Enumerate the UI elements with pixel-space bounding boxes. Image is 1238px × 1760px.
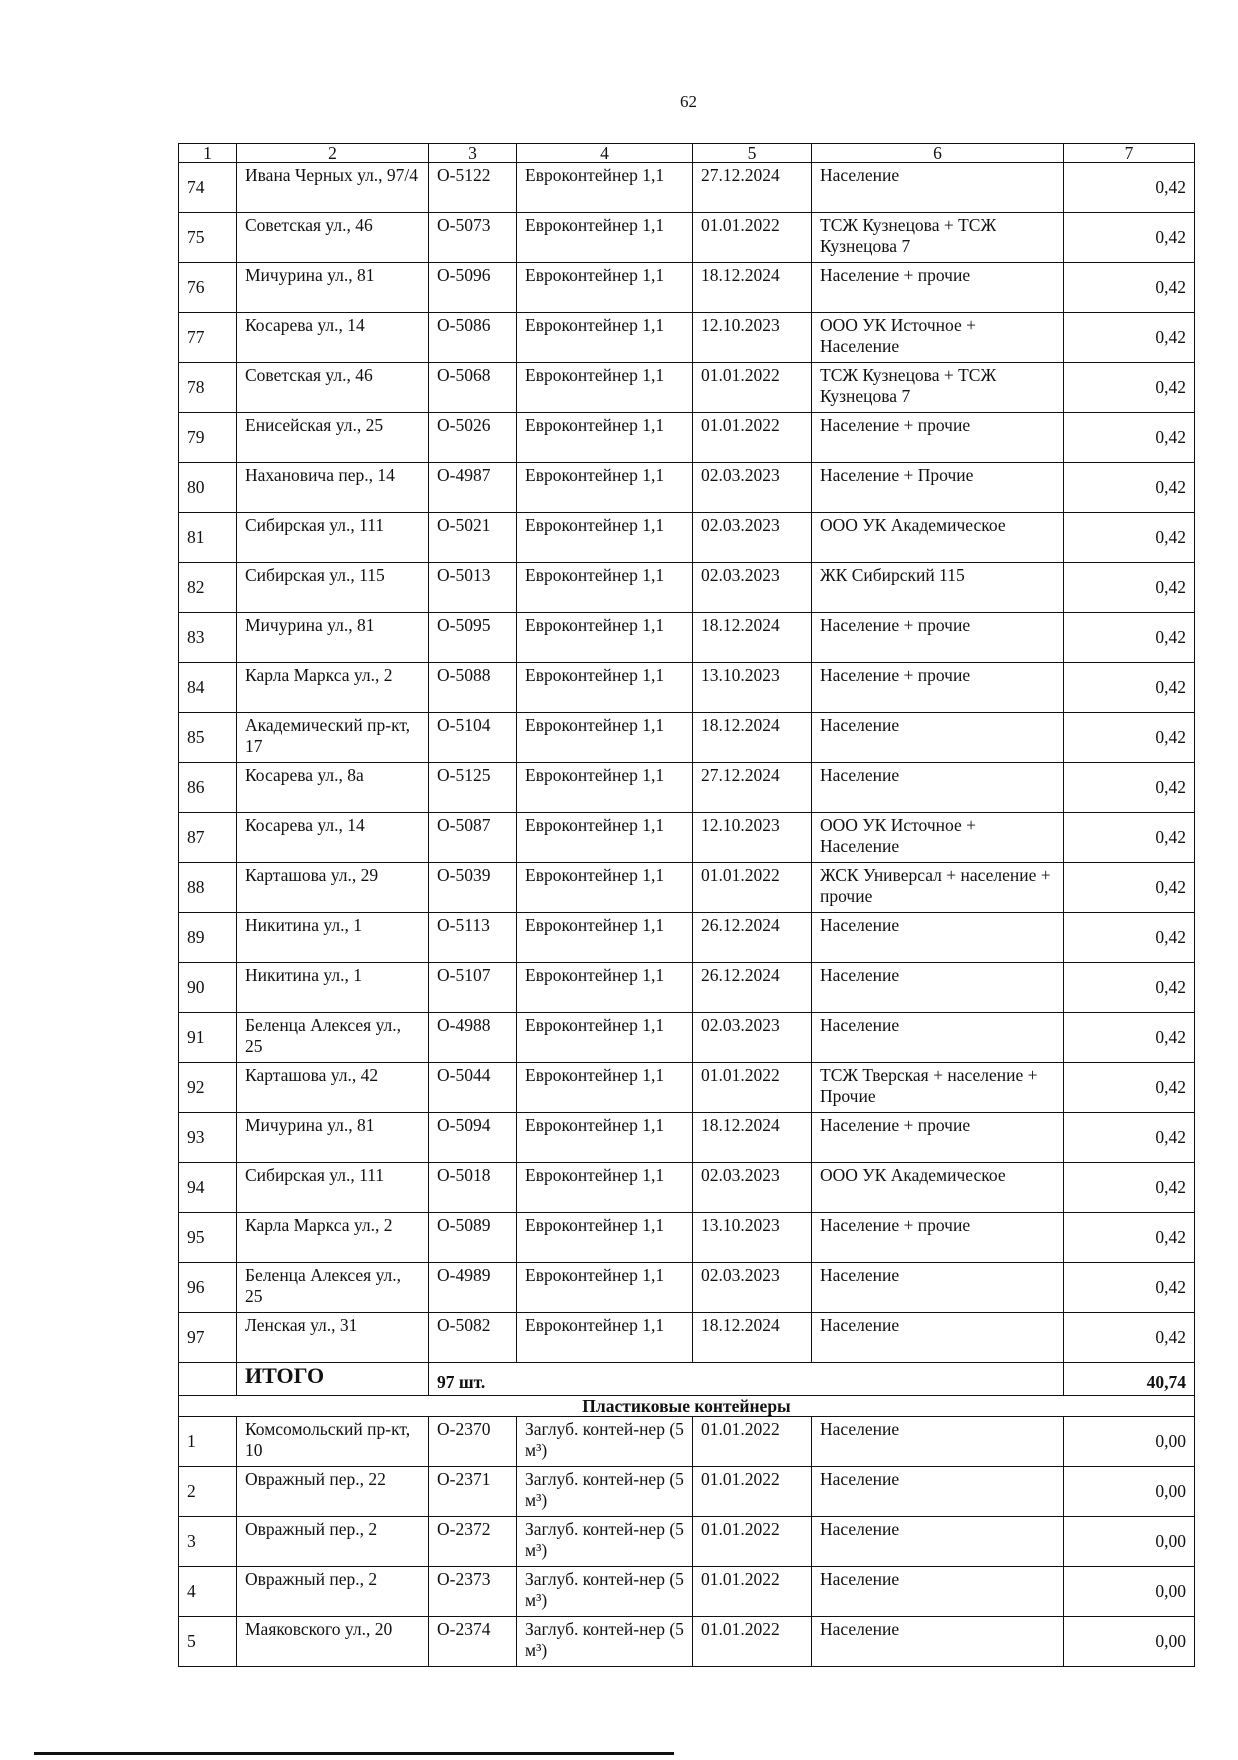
- section-row: [179, 1396, 1195, 1417]
- owner: Население + прочие: [812, 1213, 1064, 1263]
- container-type: Евроконтейнер 1,1: [517, 1063, 693, 1113]
- owner: Население: [812, 1617, 1064, 1667]
- address: Сибирская ул., 115: [237, 563, 429, 613]
- date: 12.10.2023: [693, 313, 812, 363]
- container-code: О-5039: [429, 863, 517, 913]
- owner: Население: [812, 913, 1064, 963]
- containers-table: [178, 143, 1195, 1667]
- container-code: О-5088: [429, 663, 517, 713]
- date: 02.03.2023: [693, 1013, 812, 1063]
- row-number: 87: [179, 813, 237, 863]
- address: Сибирская ул., 111: [237, 1163, 429, 1213]
- date: 18.12.2024: [693, 613, 812, 663]
- volume: 0,00: [1064, 1417, 1195, 1467]
- row-number: 77: [179, 313, 237, 363]
- container-code: О-5021: [429, 513, 517, 563]
- column-header: 1: [179, 144, 237, 163]
- container-type: Евроконтейнер 1,1: [517, 613, 693, 663]
- container-code: О-5104: [429, 713, 517, 763]
- owner: Население: [812, 1313, 1064, 1363]
- container-type: Евроконтейнер 1,1: [517, 1213, 693, 1263]
- volume: 0,42: [1064, 763, 1195, 813]
- table-row: [179, 763, 1195, 813]
- date: 02.03.2023: [693, 463, 812, 513]
- owner: Население: [812, 1467, 1064, 1517]
- row-number: 4: [179, 1567, 237, 1617]
- container-code: О-5018: [429, 1163, 517, 1213]
- date: 01.01.2022: [693, 1567, 812, 1617]
- address: Никитина ул., 1: [237, 963, 429, 1013]
- container-type: Евроконтейнер 1,1: [517, 563, 693, 613]
- owner: Население: [812, 1263, 1064, 1313]
- owner: Население: [812, 1517, 1064, 1567]
- container-code: О-2371: [429, 1467, 517, 1517]
- table-row: [179, 463, 1195, 513]
- address: Никитина ул., 1: [237, 913, 429, 963]
- container-code: О-2370: [429, 1417, 517, 1467]
- column-header: 6: [812, 144, 1064, 163]
- container-type: Евроконтейнер 1,1: [517, 963, 693, 1013]
- container-code: О-5086: [429, 313, 517, 363]
- address: Мичурина ул., 81: [237, 263, 429, 313]
- container-type: Евроконтейнер 1,1: [517, 813, 693, 863]
- owner: Население: [812, 163, 1064, 213]
- container-code: О-2374: [429, 1617, 517, 1667]
- table-row: [179, 363, 1195, 413]
- container-type: Заглуб. контей-нер (5 м³): [517, 1467, 693, 1517]
- container-code: О-4989: [429, 1263, 517, 1313]
- row-number: 93: [179, 1113, 237, 1163]
- column-header: 4: [517, 144, 693, 163]
- owner: Население + прочие: [812, 413, 1064, 463]
- address: Енисейская ул., 25: [237, 413, 429, 463]
- table-row: [179, 1313, 1195, 1363]
- row-number: 81: [179, 513, 237, 563]
- row-number: 95: [179, 1213, 237, 1263]
- owner: Население: [812, 1013, 1064, 1063]
- table-row: [179, 613, 1195, 663]
- container-type: Евроконтейнер 1,1: [517, 1013, 693, 1063]
- table-row: [179, 713, 1195, 763]
- table-row: [179, 863, 1195, 913]
- container-code: О-5125: [429, 763, 517, 813]
- row-number: 80: [179, 463, 237, 513]
- header-row: [179, 144, 1195, 163]
- row-number: 83: [179, 613, 237, 663]
- container-type: Евроконтейнер 1,1: [517, 313, 693, 363]
- total-sum: 40,74: [1064, 1363, 1195, 1396]
- table-row: [179, 513, 1195, 563]
- volume: 0,42: [1064, 463, 1195, 513]
- owner: ООО УК Источное + Население: [812, 813, 1064, 863]
- address: Беленца Алексея ул., 25: [237, 1013, 429, 1063]
- container-code: О-5044: [429, 1063, 517, 1113]
- container-type: Евроконтейнер 1,1: [517, 1263, 693, 1313]
- volume: 0,42: [1064, 163, 1195, 213]
- total-row: [179, 1363, 1195, 1396]
- owner: ООО УК Академическое: [812, 513, 1064, 563]
- row-number: 78: [179, 363, 237, 413]
- date: 18.12.2024: [693, 1313, 812, 1363]
- address: Косарева ул., 14: [237, 313, 429, 363]
- address: Советская ул., 46: [237, 213, 429, 263]
- table-row: [179, 413, 1195, 463]
- bottom-rule: [34, 1752, 674, 1755]
- address: Карташова ул., 42: [237, 1063, 429, 1113]
- address: Карла Маркса ул., 2: [237, 663, 429, 713]
- date: 26.12.2024: [693, 913, 812, 963]
- address: Советская ул., 46: [237, 363, 429, 413]
- owner: Население: [812, 713, 1064, 763]
- date: 02.03.2023: [693, 1263, 812, 1313]
- table-row: [179, 813, 1195, 863]
- volume: 0,42: [1064, 913, 1195, 963]
- address: Карташова ул., 29: [237, 863, 429, 913]
- address: Ивана Черных ул., 97/4: [237, 163, 429, 213]
- table-row: [179, 663, 1195, 713]
- volume: 0,00: [1064, 1567, 1195, 1617]
- owner: ЖК Сибирский 115: [812, 563, 1064, 613]
- container-type: Евроконтейнер 1,1: [517, 263, 693, 313]
- table-row: [179, 563, 1195, 613]
- date: 01.01.2022: [693, 363, 812, 413]
- table-row: [179, 1617, 1195, 1667]
- address: Овражный пер., 2: [237, 1517, 429, 1567]
- volume: 0,42: [1064, 1263, 1195, 1313]
- volume: 0,42: [1064, 963, 1195, 1013]
- total-label: ИТОГО: [237, 1363, 429, 1396]
- container-code: О-5096: [429, 263, 517, 313]
- container-code: О-5087: [429, 813, 517, 863]
- date: 13.10.2023: [693, 1213, 812, 1263]
- table-row: [179, 213, 1195, 263]
- row-number: 75: [179, 213, 237, 263]
- volume: 0,42: [1064, 1213, 1195, 1263]
- owner: Население + Прочие: [812, 463, 1064, 513]
- volume: 0,00: [1064, 1617, 1195, 1667]
- date: 27.12.2024: [693, 763, 812, 813]
- date: 18.12.2024: [693, 1113, 812, 1163]
- table-row: [179, 963, 1195, 1013]
- date: 01.01.2022: [693, 413, 812, 463]
- volume: 0,42: [1064, 313, 1195, 363]
- row-number: 92: [179, 1063, 237, 1113]
- container-code: О-5107: [429, 963, 517, 1013]
- container-type: Заглуб. контей-нер (5 м³): [517, 1517, 693, 1567]
- container-type: Евроконтейнер 1,1: [517, 1163, 693, 1213]
- row-number: 1: [179, 1417, 237, 1467]
- volume: 0,42: [1064, 813, 1195, 863]
- date: 01.01.2022: [693, 1467, 812, 1517]
- owner: ООО УК Источное + Население: [812, 313, 1064, 363]
- container-type: Заглуб. контей-нер (5 м³): [517, 1617, 693, 1667]
- container-type: Евроконтейнер 1,1: [517, 413, 693, 463]
- section-title: Пластиковые контейнеры: [179, 1396, 1195, 1417]
- date: 02.03.2023: [693, 1163, 812, 1213]
- row-number: 5: [179, 1617, 237, 1667]
- address: Карла Маркса ул., 2: [237, 1213, 429, 1263]
- container-type: Евроконтейнер 1,1: [517, 513, 693, 563]
- container-code: О-5026: [429, 413, 517, 463]
- container-type: Евроконтейнер 1,1: [517, 163, 693, 213]
- volume: 0,42: [1064, 663, 1195, 713]
- owner: ТСЖ Кузнецова + ТСЖ Кузнецова 7: [812, 213, 1064, 263]
- container-code: О-5073: [429, 213, 517, 263]
- owner: Население: [812, 1567, 1064, 1617]
- row-number: 85: [179, 713, 237, 763]
- address: Овражный пер., 22: [237, 1467, 429, 1517]
- table-row: [179, 1567, 1195, 1617]
- table-row: [179, 1417, 1195, 1467]
- date: 02.03.2023: [693, 563, 812, 613]
- address: Беленца Алексея ул., 25: [237, 1263, 429, 1313]
- date: 01.01.2022: [693, 863, 812, 913]
- owner: ТСЖ Кузнецова + ТСЖ Кузнецова 7: [812, 363, 1064, 413]
- date: 26.12.2024: [693, 963, 812, 1013]
- container-type: Евроконтейнер 1,1: [517, 863, 693, 913]
- container-code: О-5122: [429, 163, 517, 213]
- row-number: 88: [179, 863, 237, 913]
- table-row: [179, 163, 1195, 213]
- container-type: Евроконтейнер 1,1: [517, 1113, 693, 1163]
- blank-cell: [179, 1363, 237, 1396]
- date: 18.12.2024: [693, 263, 812, 313]
- container-type: Евроконтейнер 1,1: [517, 713, 693, 763]
- container-type: Заглуб. контей-нер (5 м³): [517, 1417, 693, 1467]
- total-count: 97 шт.: [429, 1363, 1064, 1396]
- row-number: 82: [179, 563, 237, 613]
- row-number: 94: [179, 1163, 237, 1213]
- owner: Население + прочие: [812, 663, 1064, 713]
- owner: Население + прочие: [812, 1113, 1064, 1163]
- date: 02.03.2023: [693, 513, 812, 563]
- container-code: О-5089: [429, 1213, 517, 1263]
- date: 01.01.2022: [693, 1063, 812, 1113]
- volume: 0,42: [1064, 413, 1195, 463]
- row-number: 79: [179, 413, 237, 463]
- owner: Население + прочие: [812, 263, 1064, 313]
- table-row: [179, 313, 1195, 363]
- column-header: 7: [1064, 144, 1195, 163]
- owner: Население: [812, 1417, 1064, 1467]
- volume: 0,42: [1064, 563, 1195, 613]
- container-type: Евроконтейнер 1,1: [517, 463, 693, 513]
- owner: Население: [812, 763, 1064, 813]
- volume: 0,42: [1064, 1163, 1195, 1213]
- address: Косарева ул., 8а: [237, 763, 429, 813]
- volume: 0,00: [1064, 1517, 1195, 1567]
- table-row: [179, 1467, 1195, 1517]
- date: 13.10.2023: [693, 663, 812, 713]
- owner: ООО УК Академическое: [812, 1163, 1064, 1213]
- container-type: Евроконтейнер 1,1: [517, 663, 693, 713]
- table-row: [179, 1263, 1195, 1313]
- row-number: 3: [179, 1517, 237, 1567]
- column-header: 5: [693, 144, 812, 163]
- container-type: Евроконтейнер 1,1: [517, 763, 693, 813]
- volume: 0,42: [1064, 713, 1195, 763]
- address: Мичурина ул., 81: [237, 1113, 429, 1163]
- row-number: 76: [179, 263, 237, 313]
- volume: 0,42: [1064, 513, 1195, 563]
- volume: 0,42: [1064, 1013, 1195, 1063]
- date: 27.12.2024: [693, 163, 812, 213]
- address: Нахановича пер., 14: [237, 463, 429, 513]
- container-code: О-5095: [429, 613, 517, 663]
- container-code: О-5068: [429, 363, 517, 413]
- row-number: 96: [179, 1263, 237, 1313]
- volume: 0,42: [1064, 363, 1195, 413]
- page-number: 62: [680, 92, 697, 111]
- container-code: О-5094: [429, 1113, 517, 1163]
- volume: 0,42: [1064, 213, 1195, 263]
- table-row: [179, 1113, 1195, 1163]
- table-row: [179, 1013, 1195, 1063]
- container-code: О-5082: [429, 1313, 517, 1363]
- container-type: Евроконтейнер 1,1: [517, 213, 693, 263]
- volume: 0,42: [1064, 1063, 1195, 1113]
- address: Косарева ул., 14: [237, 813, 429, 863]
- table-row: [179, 1063, 1195, 1113]
- date: 01.01.2022: [693, 213, 812, 263]
- address: Овражный пер., 2: [237, 1567, 429, 1617]
- row-number: 2: [179, 1467, 237, 1517]
- container-code: О-5113: [429, 913, 517, 963]
- address: Мичурина ул., 81: [237, 613, 429, 663]
- column-header: 3: [429, 144, 517, 163]
- owner: ТСЖ Тверская + население + Прочие: [812, 1063, 1064, 1113]
- date: 12.10.2023: [693, 813, 812, 863]
- container-type: Евроконтейнер 1,1: [517, 1313, 693, 1363]
- row-number: 90: [179, 963, 237, 1013]
- volume: 0,42: [1064, 1113, 1195, 1163]
- container-type: Евроконтейнер 1,1: [517, 913, 693, 963]
- container-code: О-2373: [429, 1567, 517, 1617]
- address: Ленская ул., 31: [237, 1313, 429, 1363]
- volume: 0,00: [1064, 1467, 1195, 1517]
- address: Академический пр-кт, 17: [237, 713, 429, 763]
- row-number: 84: [179, 663, 237, 713]
- volume: 0,42: [1064, 1313, 1195, 1363]
- date: 01.01.2022: [693, 1417, 812, 1467]
- owner: Население: [812, 963, 1064, 1013]
- address: Комсомольский пр-кт, 10: [237, 1417, 429, 1467]
- row-number: 89: [179, 913, 237, 963]
- row-number: 91: [179, 1013, 237, 1063]
- table-row: [179, 1517, 1195, 1567]
- table-row: [179, 263, 1195, 313]
- column-header: 2: [237, 144, 429, 163]
- owner: Население + прочие: [812, 613, 1064, 663]
- row-number: 74: [179, 163, 237, 213]
- container-type: Евроконтейнер 1,1: [517, 363, 693, 413]
- address: Сибирская ул., 111: [237, 513, 429, 563]
- date: 01.01.2022: [693, 1517, 812, 1567]
- volume: 0,42: [1064, 263, 1195, 313]
- volume: 0,42: [1064, 863, 1195, 913]
- container-code: О-4988: [429, 1013, 517, 1063]
- container-code: О-4987: [429, 463, 517, 513]
- table-row: [179, 1213, 1195, 1263]
- container-code: О-5013: [429, 563, 517, 613]
- table-row: [179, 1163, 1195, 1213]
- address: Маяковского ул., 20: [237, 1617, 429, 1667]
- container-code: О-2372: [429, 1517, 517, 1567]
- volume: 0,42: [1064, 613, 1195, 663]
- row-number: 86: [179, 763, 237, 813]
- table-row: [179, 913, 1195, 963]
- container-type: Заглуб. контей-нер (5 м³): [517, 1567, 693, 1617]
- date: 18.12.2024: [693, 713, 812, 763]
- date: 01.01.2022: [693, 1617, 812, 1667]
- owner: ЖСК Универсал + население + прочие: [812, 863, 1064, 913]
- row-number: 97: [179, 1313, 237, 1363]
